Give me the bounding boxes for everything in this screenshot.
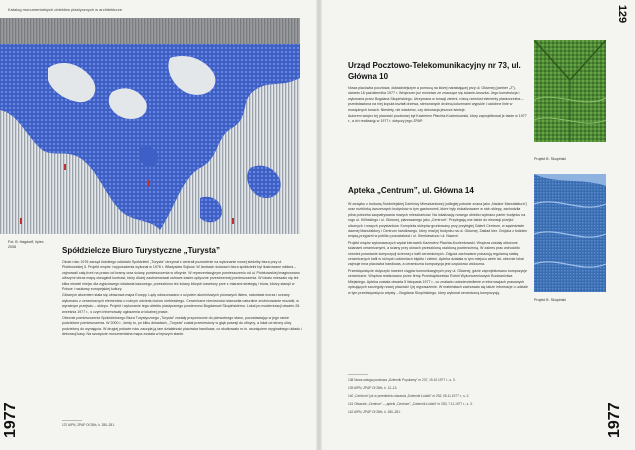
- article-body-turysta: [62, 260, 302, 420]
- article-body-apteka: [348, 202, 528, 344]
- page-number: 129: [616, 4, 628, 24]
- blue-ceramic-mosaic-photo: [534, 174, 606, 292]
- green-mosaic-photo: [534, 40, 606, 142]
- footnote: 139 AIPN, ZPAP Oł 28/b, k. 12–13.: [348, 386, 398, 390]
- section-heading-turysta: Spółdzielcze Biuro Turystyczne „Turysta”: [62, 246, 220, 255]
- footnote-rule: [62, 420, 82, 421]
- footnote-rule: [348, 374, 368, 375]
- photo-caption-right-1: Projekt B. Skupiński: [534, 157, 566, 161]
- section-heading-apteka: Apteka „Centrum”, ul. Główna 14: [348, 186, 474, 195]
- paragraph: W związku z budową Śródmiejskiej Dzielnicy Mieszkaniowej (odległej połowie znana jako „Nadzór Manufaktura”) oraz rozbiórką ówczesnych budynków w tym gastronomii, które były zlokalizowane w nich sklepy, zachodziła pilna potrzeba zaopatrywania nowych mieszkańców. Na lokalizację nowego obiektu wybrano parter budynku na rogu ul. Kilińskiego i ul. Głównej, planowanego jako „Centrum”. Przylegają one także do elewacji przejść ulicznych i nowych przystanków. Kompleks sklepów gruntowany przy przyległej Galerii Centrum, w sąsiedztwie dawnej Manufaktury i Centrum handlowego, który miał jej budynku na ul. Głównej. Zakład kier. Grójcka z łódzkim wnęką przyjaźni w pobliżu pozostałości i ul. Sienkiewicza i ul. Nawrot.: [348, 202, 528, 239]
- year-marker-left: 1977: [2, 402, 19, 438]
- photo-caption-left: Fot. B. Hagdorff, lipiec 2008: [8, 240, 44, 249]
- photo-caption-right-2: Projekt B. Skupiński: [534, 298, 566, 302]
- footnote: 141 Otwarcie „Centrum” – „apteki „Centrum”, „Dziennik Łódzki” nr 253, 7.11.1977 r., s. 3.: [348, 402, 473, 406]
- footnote: 140 „Centrum” już w przededniu otwarcia „Dziennik Łódzki” nr 252, 05.11.1977 r., s. 2.: [348, 394, 470, 398]
- paragraph: Przedsięwzięcie dotyczyło również ciągów komunikacyjnych przy ul. Głównej, gdzie zaprojektowano kompozycje ceramiczne. Wnętrza realizowano przez firmę Przedsiębiorstwo Robót Wykończeniowych Budownictwa Miejskiego. Apteka została otwarta 5 listopada 1977 r., co znalazło odzwierciedlenie w informacjach prasowych opisujących szczegóły nowej placówki i jej wyposażenie. W materiałach zachowało się także informacje o udziale w tym przedsięwzięciu artysty – Bogdana Skupińskiego, który wykonał ceramiczną kompozycję.: [348, 268, 528, 295]
- footnote: 142 AIPN, ZPAP Oł 28/b, k. 280–281.: [348, 410, 401, 414]
- paragraph: Obecnie pomieszczenia Spółdzielczego Biura Turystycznego „Turysta” zostały przywrócone do pierwotnego stanu, pozostawiając w jego ramie podzielone pomieszczenia. W 2000 r., kiedy to, po kilku dekadach, „Turysta” został przeniesiony w głąb posesji do oficyny, a lokal od strony ulicy podzielony do wynajęcia. W drugiej połowie roku zaczęła ją tam działalność placówka handlowa, co skutkowało m.in. usunięciem oryginalnego układu i dekoracji kasy. Na szczęście monumentalna mapa została w lepszym stanie.: [62, 316, 302, 337]
- section-heading-poczta: Urząd Pocztowo-Telekomunikacyjny nr 73, ul. Główna 10: [348, 61, 521, 81]
- paragraph: Projekt wnętrz wykonawczych wydał kierownik Kazimierz Płachta-Kozlenkowski. Wnętrza zostały obłożone ścianami ceramicznymi, a ściany przy oknach przeszkloną oszkloną powierzchnią. W zakres prac wchodziło również powstanie kompozycji ściennej z kafli ceramicznych. Zdjęcia zachowane pokazują regularną siatkę ceramicznych kafli w różnych odcieniach błękitu i zieleni. Apteka działała w tym miejscu wiele lat, obecnie lokal zajmuje inna placówka handlowa, a ceramiczna kompozycja jest częściowo widoczna.: [348, 240, 524, 267]
- book-gutter: [316, 0, 322, 450]
- paragraph: Około roku 1976 zarząd łódzkiego oddziału Spółdzielni „Turysta” otrzymał z centrali pozwolenie na wykonanie nowej siedziby biura przy ul. Piotrkowskiej 5. Projekt wnętrz i wyposażenia wykonał w 1976 r. Władysław Sojkow. W lambach ścianach biura spółdzielni był ilustrowane włókna – zajmowali całą front na prawo od bramy oraz ścianę pomieszczenia w oficynie. W reprezentacyjnym pomieszczeniu od ul. Piotrkowskiej imaginowano olbrzymi obraz mapę oiwugiedi kontrast, który dłużej zaobserwował ustrowe kasier-optyczne przestrzennej pomieszczenia. W lokalu mieszało się też kilka niewiel miejsc dla wyjściowego działania kasowego, przeszklono też ściany których kasetony prze z miarami strategię i biura, którzy stanęli w Polsce i naukowy europejskiej kultury.: [62, 260, 300, 292]
- running-head: Katalog monumentalnych obiektów plastycznych w architekturze: [8, 7, 123, 12]
- paragraph: Nowa placówka pocztowa, dokładniejszym a pomocą na której narastającej przy ul. Głównej (partner „Z”), otwarto 18 października 1977 r. Wnętrzom już mnóstwo ze znaczące się ścianie-kruszka. Jego konstrukcja i wykonana przez Bogdana Skupińskiego. Utrzymana w tonacji zieleni, różną rzemiosł elementy płaskorzeźba – przedstawiona na niej kopuła kształt drzewa, sterowanych drobną kolumnami wypukle i ozdobne linie w mosiężnych tonach. Niestety, nie wiadomo, czy dekoracja jeszcze istnieje.: [348, 86, 524, 112]
- paragraph: Autorem wnętrz tej placówki pocztowej był Kazimierz Płachta-Kozlenkowski, który zaprojektował je także w 1977 r., a ich realizację w 1977 r. dotyczy jego ZPAP.: [348, 114, 527, 124]
- europe-map-mosaic-photo: [0, 18, 300, 234]
- footnote: 138 Nowa usługa pocztowa „Dziennik Popularny” nr 237, 19.10.1977 r., s. 3.: [348, 378, 456, 382]
- paragraph: Głównym akcentem stała się obrazowa mapa Europy. Lądy odwzorowano z użyciem aluminiowych pionowych listew, natomiast morza i oceany wykonano z ceramicznych elementów o różnym odcieniu koloru niebieskiego. Ceramiczne nierówności stanowiła naturalne zróżnicowanie mozaiki, w wyraźnym przejściu – sklepu. Projekt i wykonanie tego obiektu plastycznego powierzono Bogdanowi Skupińskiemu. Lokal po modernizacji otwarto 26 września 1977 r., o czym informowały ogłoszenia w lokalnej prasie.: [62, 293, 300, 314]
- article-body-poczta: [348, 86, 528, 178]
- footnote: 137 AIPN, ZPAP Oł 28/b, k. 280–281.: [62, 423, 115, 427]
- year-marker-right: 1977: [606, 402, 623, 438]
